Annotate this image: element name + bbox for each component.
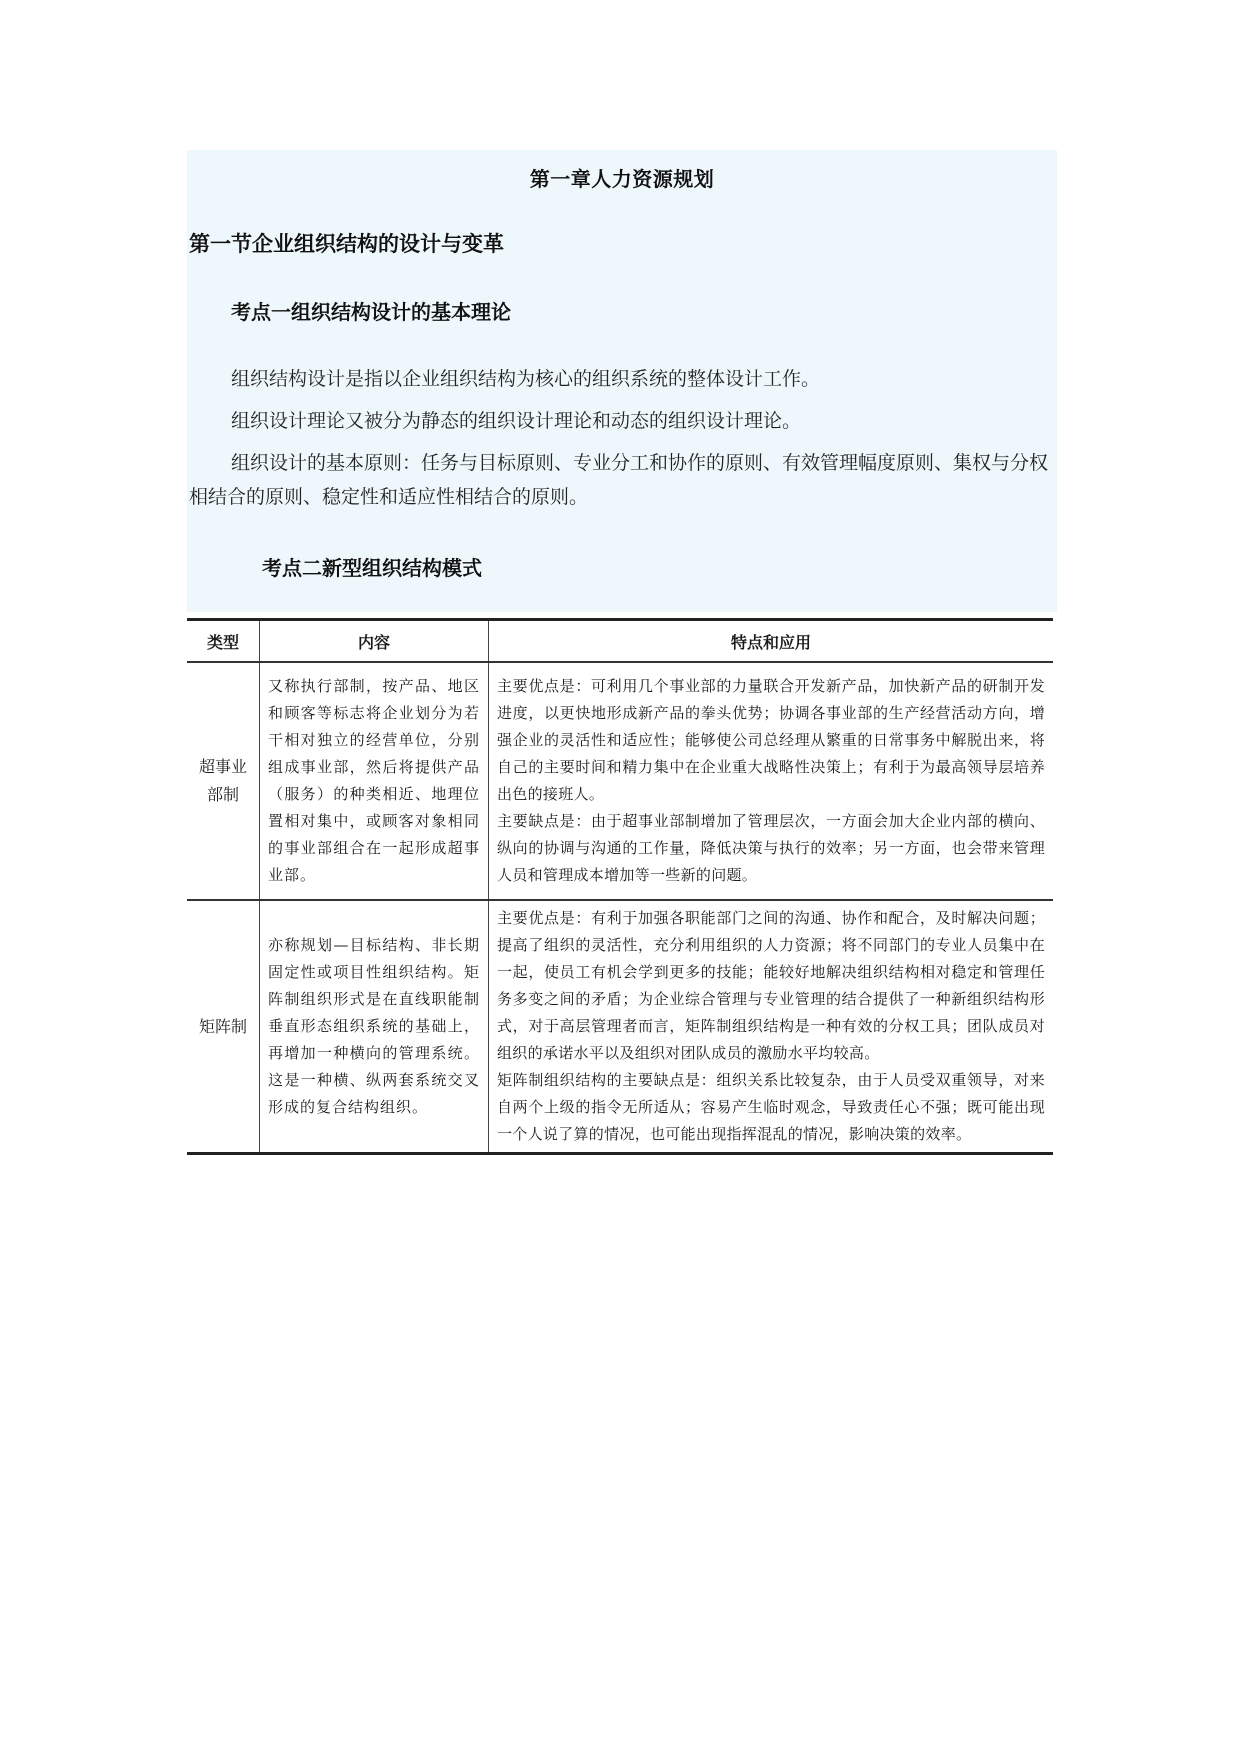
section-title: 第一节企业组织结构的设计与变革 <box>189 232 504 256</box>
point-two-title: 考点二新型组织结构模式 <box>262 556 482 580</box>
type-cell <box>187 662 260 900</box>
table-row-super-division <box>187 662 1053 900</box>
chapter-title: 第一章人力资源规划 <box>529 167 715 191</box>
paragraph-org-design-definition: 组织结构设计是指以企业组织结构为核心的组织系统的整体设计工作。 <box>231 368 821 390</box>
advantages-text: 主要优点是：有利于加强各职能部门之间的沟通、协作和配合，及时解决问题；提高了组织的灵活性，充分利用组织的人力资源；将不同部门的专业人员集中在一起，使员工有机会学到更多的技能；能较好地解决组织结构相对稳定和管理任务多变之间的矛盾；为企业综合管理与专业管理的结合提供了一种新组织结构形式，对于高层管理者而言，矩阵制组织结构是一种有效的分权工具；团队成员对组织的承诺水平以及组织对团队成员的激励水平均较高。 <box>497 909 1045 1062</box>
header-features: 特点和应用 <box>489 620 1054 663</box>
header-type: 类型 <box>187 620 260 663</box>
type-label-line2: 部制 <box>206 785 239 804</box>
type-label-line1: 矩阵制 <box>198 1016 247 1036</box>
disadvantages-text: 矩阵制组织结构的主要缺点是：组织关系比较复杂，由于人员受双重领导，对来自两个上级的指令无所适从；容易产生临时观念，导致责任心不强；既可能出现一个人说了算的情况，也可能出现指挥混乱的情况，影响决策的效率。 <box>497 1071 1045 1143</box>
content-cell: 亦称规划—目标结构、非长期固定性或项目性组织结构。矩阵制组织形式是在直线职能制垂直形态组织系统的基础上，再增加一种横向的管理系统。这是一种横、纵两套系统交叉形成的复合结构组织。 <box>260 900 489 1154</box>
point-one-title: 考点一组织结构设计的基本理论 <box>231 300 511 324</box>
org-structure-table <box>187 618 1053 1155</box>
type-cell <box>187 900 260 1154</box>
features-cell <box>489 900 1054 1154</box>
table-header-row <box>187 620 1053 663</box>
type-label-line1: 超事业 <box>198 757 247 776</box>
content-cell: 又称执行部制，按产品、地区和顾客等标志将企业划分为若干相对独立的经营单位，分别组成事业部，然后将提供产品（服务）的种类相近、地理位置相对集中，或顾客对象相同的事业部组合在一起形成超事业部。 <box>260 662 489 900</box>
paragraph-design-principles: 组织设计的基本原则：任务与目标原则、专业分工和协作的原则、有效管理幅度原则、集权与分权相结合的原则、稳定性和适应性相结合的原则。 <box>189 452 1049 508</box>
advantages-text: 主要优点是：可利用几个事业部的力量联合开发新产品，加快新产品的研制开发进度，以更快地形成新产品的拳头优势；协调各事业部的生产经营活动方向，增强企业的灵活性和适应性；能够使公司总经理从繁重的日常事务中解脱出来，将自己的主要时间和精力集中在企业重大战略性决策上；有利于为最高领导层培养出色的接班人。 <box>497 677 1045 803</box>
header-content: 内容 <box>260 620 489 663</box>
features-cell <box>489 662 1054 900</box>
disadvantages-text: 主要缺点是：由于超事业部制增加了管理层次，一方面会加大企业内部的横向、纵向的协调与沟通的工作量，降低决策与执行的效率；另一方面，也会带来管理人员和管理成本增加等一些新的问题。 <box>497 812 1045 884</box>
table-row-matrix <box>187 900 1053 1154</box>
paragraph-design-theory: 组织设计理论又被分为静态的组织设计理论和动态的组织设计理论。 <box>231 410 802 432</box>
